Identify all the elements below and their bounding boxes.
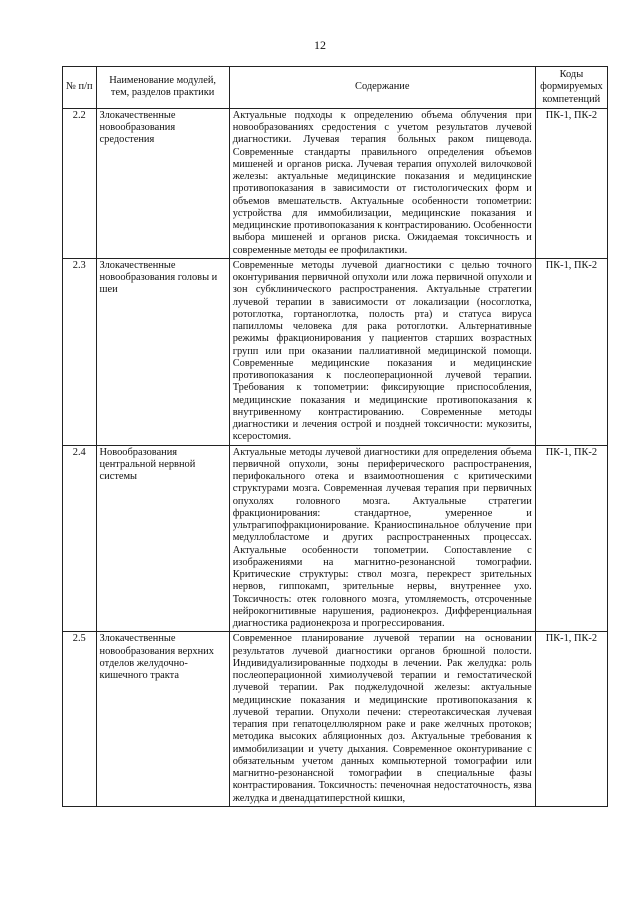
row-content: Актуальные подходы к определению объема облучения при новообразованиях средостения с учетом результатов лучевой диагностики. Лучевая терапия больных раком пищевода. Современные стандарты правильного определения объемов мишеней и органов риска. Лучевая терапия опухолей вилочковой железы: актуальные медицинские показания и медицинские противопоказания в зависимости от гистологических форм и объемов вмешательств. Актуальные особенности топометрии: устройства для иммобилизации, медицинские показания и медицинские противопоказания к контрастированию. Особенности выбора мишеней и органов риска. Ожидаемая токсичность и современные методы ее профилактики. [229,108,535,258]
header-number: № п/п [63,67,97,109]
row-content: Актуальные методы лучевой диагностики для определения объема первичной опухоли, зоны периферического распространения, перифокального отека и взаимоотношения с критическими структурами мозга. Современная лучевая терапия при первичных опухолях головного мозга. Актуальные стратегии фракционирования: стандартное, умеренное и ультрагипофракционирование. Краниоспинальное облучение при медуллобластоме и других распространенных процессах. Актуальные особенности топометрии. Сопоставление с изображениями на магнитно-резонансной томографии. Критические структуры: ствол мозга, перекрест зрительных нервов, гиппокамп, зрительные нервы, внутреннее ухо. Токсичность: отек головного мозга, утомляемость, отсроченные нейрокогнитивные нарушения, радионекроз. Дифференциальная диагностика радионекроза и прогрессирования. [229,445,535,632]
table-header-row [63,67,608,109]
row-name: Злокачественные новообразования средостения [96,108,229,258]
row-name: Новообразования центральной нервной системы [96,445,229,632]
row-number: 2.3 [63,258,97,445]
header-content: Содержание [229,67,535,109]
row-content: Современное планирование лучевой терапии на основании результатов лучевой диагностики органов брюшной полости. Индивидуализированные подходы в лечении. Рак желудка: роль послеоперационной химиолучевой терапии и гемостатической лучевой терапии. Рак поджелудочной железы: актуальные медицинские показания и медицинские противопоказания к лучевой терапии. Опухоли печени: стереотаксическая лучевая терапия при гепатоцеллюлярном раке и раке желчных протоков; методика высоких абляционных доз. Актуальные требования к иммобилизации и учету дыхания. Современное оконтуривание с обязательным учетом данных компьютерной томографии или магнитно-резонансной томографии в специальные фазы контрастирования. Токсичность: печеночная недостаточность, язва желудка и двенадцатиперстной кишки, [229,632,535,807]
row-number: 2.4 [63,445,97,632]
table-row [63,632,608,807]
header-name: Наименование модулей, тем, разделов практики [96,67,229,109]
curriculum-table [62,66,608,807]
row-name: Злокачественные новообразования головы и шеи [96,258,229,445]
row-number: 2.2 [63,108,97,258]
header-codes: Коды формируемых компетенций [535,67,607,109]
row-content: Современные методы лучевой диагностики с целью точного оконтуривания первичной опухоли или ложа первичной опухоли и зон субклинического распространения. Актуальные стратегии лучевой терапии в зависимости от локализации (носоглотка, ротоглотка, гортаноглотка, полость рта) и статуса вируса папилломы человека для рака ротоглотки. Альтернативные режимы фракционирования у пациентов старших возрастных групп или при оказании паллиативной медицинской помощи. Современные медицинские показания и медицинские противопоказания к послеоперационной лучевой терапии. Требования к топометрии: фиксирующие приспособления, медицинские показания и медицинские противопоказания к внутривенному контрастированию. Современные методы диагностики и лечения острой и поздней токсичности: мукозиты, ксеростомия. [229,258,535,445]
table-row [63,445,608,632]
row-number: 2.5 [63,632,97,807]
table-row [63,258,608,445]
table-row [63,108,608,258]
row-codes: ПК-1, ПК-2 [535,445,607,632]
page-number: 12 [314,38,326,52]
row-name: Злокачественные новообразования верхних отделов желудочно-кишечного тракта [96,632,229,807]
row-codes: ПК-1, ПК-2 [535,258,607,445]
row-codes: ПК-1, ПК-2 [535,108,607,258]
row-codes: ПК-1, ПК-2 [535,632,607,807]
